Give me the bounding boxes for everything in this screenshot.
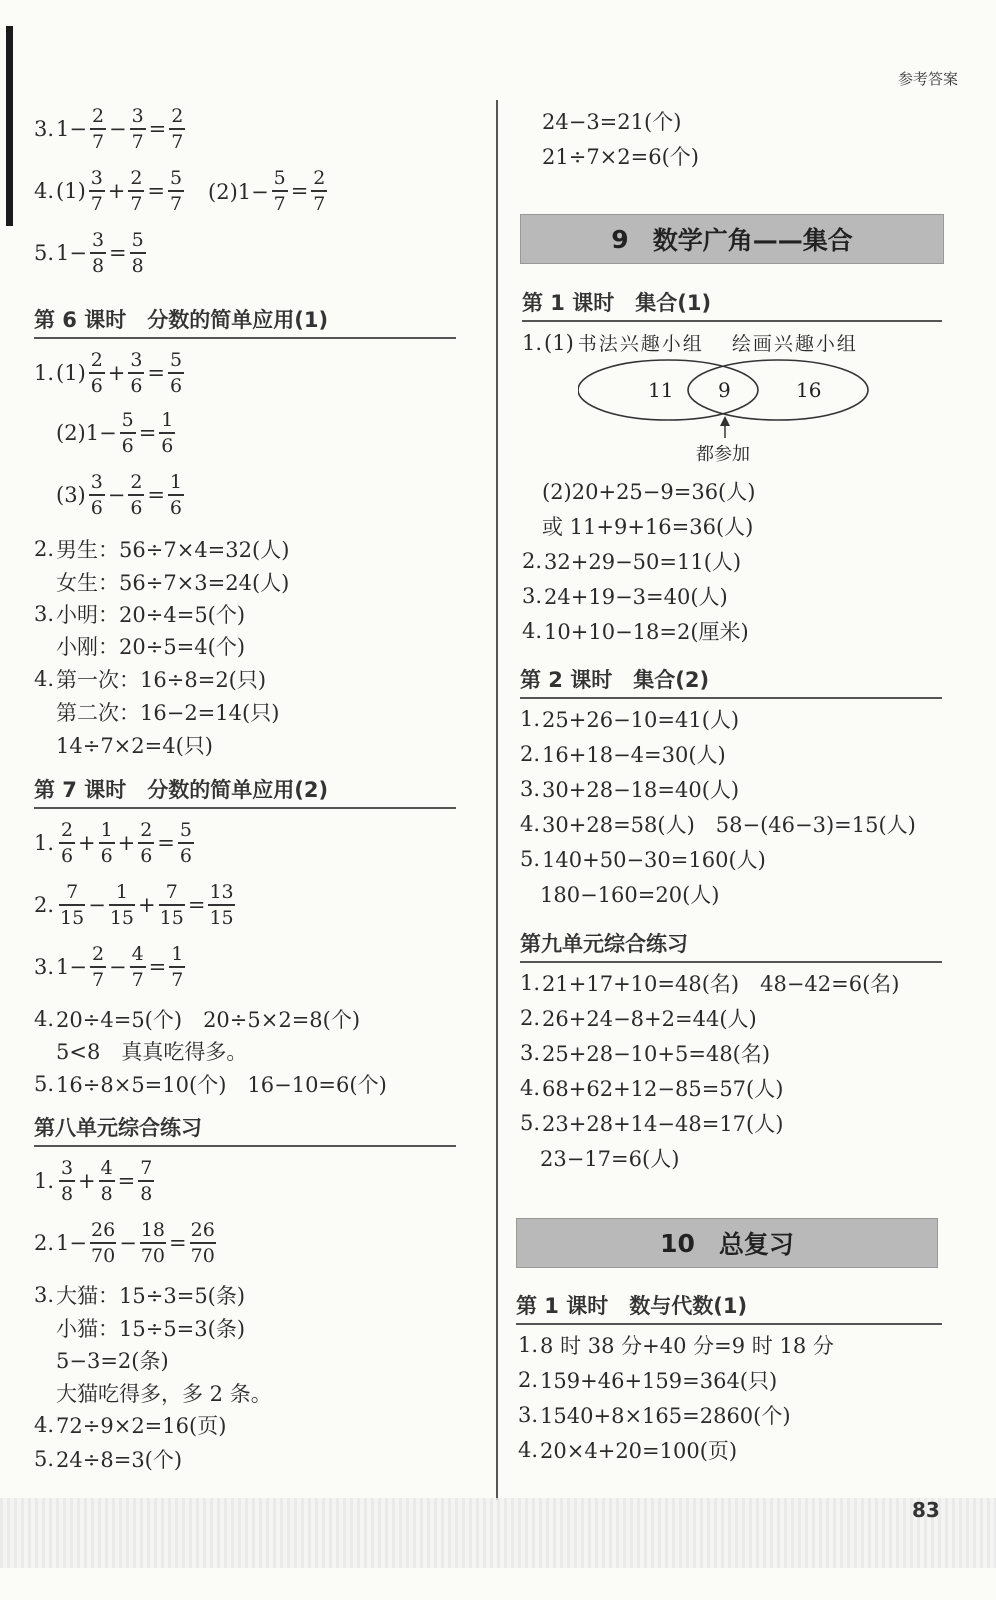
answer-line: [34, 166, 330, 216]
venn-right-ellipse: [688, 360, 868, 420]
answer-text: 20×4+20=100(页): [540, 1439, 738, 1463]
answer-text: 8 时 38 分+40 分=9 时 18 分: [540, 1334, 834, 1358]
venn-left-count: 11: [648, 378, 674, 402]
answer-text: =: [290, 178, 309, 203]
fraction-denominator: 6: [90, 374, 103, 397]
section-heading: 第 1 课时 集合(1): [522, 287, 942, 322]
fraction: [128, 348, 144, 398]
answer-text: 25+28−10+5=48(名): [542, 1042, 771, 1066]
answer-text: 10+10−18=2(厘米): [544, 620, 749, 644]
answer-line: [520, 844, 766, 874]
fraction: [159, 880, 185, 930]
question-number: 3.: [34, 602, 55, 626]
fraction-denominator: 6: [140, 844, 153, 867]
answer-line: [34, 1156, 157, 1206]
answer-text: 21÷7×2=6(个): [542, 145, 699, 169]
question-number: 2.: [34, 1230, 55, 1255]
answer-text: 小刚：20÷5=4(个): [56, 635, 246, 659]
answer-line: [56, 567, 289, 597]
answer-text: 或 11+9+16=36(人): [542, 515, 754, 539]
answer-line: [34, 534, 289, 564]
answer-text: 68+62+12−85=57(人): [542, 1077, 784, 1101]
answer-line: [520, 1003, 757, 1033]
fraction-denominator: 7: [131, 130, 144, 153]
fraction-numerator: 3: [90, 167, 103, 189]
question-number: 3.: [518, 1403, 539, 1427]
answer-text: 大猫：15÷3=5(条): [56, 1284, 246, 1308]
fraction-numerator: 3: [130, 349, 143, 371]
answer-text: 16÷8×5=10(个) 16−10=6(个): [56, 1073, 387, 1097]
answer-text: =: [157, 830, 175, 855]
fraction-numerator: 3: [90, 471, 103, 493]
fraction: [130, 104, 146, 154]
answer-line: [522, 546, 741, 576]
answer-text: 159+46+159=364(只): [540, 1369, 778, 1393]
fraction: [178, 818, 194, 868]
answer-line: [34, 1280, 245, 1310]
fraction: [130, 228, 146, 278]
answer-line: [56, 1345, 169, 1375]
question-number: 5.: [34, 1072, 55, 1096]
fraction: [311, 166, 327, 216]
answer-text: =: [117, 1168, 136, 1193]
answer-text: =: [138, 420, 157, 445]
arrow-head-icon: [720, 416, 730, 426]
answer-text: 140+50−30=160(人): [542, 848, 766, 872]
answer-text: 24−3=21(个): [542, 110, 682, 134]
answer-text: 小猫：15÷5=3(条): [56, 1317, 246, 1341]
fraction-numerator: 1: [161, 409, 174, 431]
binding-mark: [6, 26, 13, 226]
fraction: [90, 1218, 116, 1268]
venn-right-set-label: 绘画兴趣小组: [731, 333, 858, 355]
question-number: 4.: [520, 1076, 541, 1100]
answer-line: [518, 1365, 777, 1395]
answer-text: 72÷9×2=16(页): [56, 1414, 227, 1438]
answer-line: [518, 1435, 737, 1465]
answer-text: =: [147, 482, 165, 507]
answer-text: 180−160=20(人): [540, 883, 720, 907]
fraction-denominator: 7: [130, 192, 143, 215]
answer-text: (2)20+25−9=36(人): [542, 480, 756, 504]
question-number: 4.: [522, 619, 543, 643]
answer-line: [520, 1073, 783, 1103]
fraction-denominator: 15: [209, 906, 234, 929]
question-number: 2.: [34, 892, 55, 917]
fraction-denominator: 7: [171, 130, 184, 153]
answer-text: −: [119, 1230, 137, 1255]
answer-line: [56, 470, 187, 520]
answer-line: [34, 348, 187, 398]
answer-text: (2)1−: [187, 179, 269, 204]
question-number: 3.: [522, 584, 543, 608]
fraction-numerator: 5: [169, 167, 183, 189]
fraction: [138, 818, 154, 868]
answer-text: 第二次：16−2=14(只): [56, 701, 280, 725]
answer-text: 1−: [56, 1230, 88, 1255]
fraction: [138, 1156, 154, 1206]
answer-text: (2)1−: [56, 420, 117, 445]
answer-line: [56, 1313, 245, 1343]
fraction: [169, 104, 185, 154]
venn-arrow-label: 都参加: [696, 444, 750, 465]
answer-text: 男生：56÷7×4=32(人): [56, 538, 290, 562]
unit-number: 9: [611, 224, 629, 254]
question-number: 2.: [518, 1368, 539, 1392]
fraction: [59, 880, 85, 930]
unit-title: 总复习: [718, 1230, 794, 1259]
answer-text: 5−3=2(条): [56, 1349, 169, 1373]
venn-right-count: 16: [796, 378, 822, 402]
question-number: 1.: [522, 330, 543, 355]
fraction-denominator: 8: [100, 1182, 113, 1205]
question-number: 1.: [34, 1168, 55, 1193]
fraction-denominator: 70: [91, 1244, 116, 1267]
question-number: 4.: [34, 178, 55, 203]
question-number: 4.: [34, 1007, 55, 1031]
answer-line: [34, 1004, 360, 1034]
answer-text: =: [187, 892, 206, 917]
fraction: [168, 470, 184, 520]
answer-text: 1−: [56, 240, 88, 265]
fraction: [89, 166, 105, 216]
fraction-denominator: 8: [61, 1182, 74, 1205]
fraction-denominator: 70: [140, 1244, 165, 1267]
answer-text: 21+17+10=48(名) 48−42=6(名): [542, 972, 900, 996]
question-number: 5.: [34, 240, 55, 265]
answer-line: [520, 704, 739, 734]
fraction-denominator: 6: [130, 374, 143, 397]
fraction-denominator: 15: [109, 906, 135, 929]
answer-text: 5<8 真真吃得多。: [56, 1040, 248, 1064]
fraction-denominator: 6: [169, 374, 183, 397]
section-heading: 第 6 课时 分数的简单应用(1): [34, 304, 456, 339]
answer-text: 16+18−4=30(人): [542, 743, 726, 767]
fraction: [208, 880, 234, 930]
answer-line: [56, 408, 178, 458]
question-number: 2.: [520, 742, 541, 766]
answer-text: +: [107, 360, 126, 385]
fraction: [190, 1218, 216, 1268]
answer-line: [34, 1069, 387, 1099]
question-number: 4.: [518, 1438, 539, 1462]
running-head: 参考答案: [897, 70, 958, 88]
answer-line: [522, 616, 749, 646]
answer-line: [542, 106, 681, 136]
answer-line: [542, 476, 755, 506]
fraction-denominator: 6: [90, 496, 103, 519]
answer-text: +: [138, 892, 156, 917]
answer-text: +: [78, 1168, 96, 1193]
answer-text: 女生：56÷7×3=24(人): [56, 571, 290, 595]
fraction: [59, 818, 75, 868]
question-number: 5.: [520, 1111, 541, 1135]
fraction-numerator: 7: [66, 881, 79, 903]
answer-line: [518, 1400, 791, 1430]
unit-number: 10: [660, 1228, 695, 1258]
question-number: 3.: [34, 954, 55, 979]
fraction-numerator: 3: [91, 229, 105, 251]
fraction: [120, 408, 136, 458]
answer-line: [34, 228, 149, 278]
answer-line: [34, 104, 188, 154]
fraction: [128, 470, 144, 520]
fraction: [159, 408, 175, 458]
unit-title: 数学广角——集合: [652, 226, 853, 255]
fraction-denominator: 6: [179, 844, 192, 867]
fraction-numerator: 2: [91, 943, 105, 965]
fraction-denominator: 6: [161, 434, 174, 457]
answer-line: [56, 697, 279, 727]
fraction-numerator: 3: [131, 105, 144, 127]
answer-text: −: [109, 954, 127, 979]
fraction: [128, 166, 144, 216]
fraction-denominator: 70: [190, 1244, 215, 1267]
answer-text: =: [109, 240, 127, 265]
fraction-denominator: 15: [159, 906, 184, 929]
fraction-denominator: 8: [91, 254, 105, 277]
question-number: 1.: [520, 707, 541, 731]
fraction-denominator: 15: [60, 906, 85, 929]
fraction: [99, 818, 115, 868]
answer-text: 1540+8×165=2860(个): [540, 1404, 791, 1428]
fraction: [169, 942, 185, 992]
fraction: [99, 1156, 115, 1206]
question-number: 1.: [520, 971, 541, 995]
fraction-numerator: 18: [140, 1219, 165, 1241]
section-heading: 第 7 课时 分数的简单应用(2): [34, 774, 456, 809]
answer-text: 25+26−10=41(人): [542, 708, 740, 732]
fraction-numerator: 5: [179, 819, 192, 841]
fraction-denominator: 7: [169, 192, 183, 215]
fraction: [109, 880, 135, 930]
fraction-numerator: 5: [121, 409, 134, 431]
fraction-numerator: 2: [130, 471, 143, 493]
answer-line: [522, 581, 728, 611]
fraction: [90, 942, 106, 992]
fraction-denominator: 7: [131, 968, 144, 991]
answer-line: [56, 730, 213, 760]
fraction-numerator: 4: [131, 943, 144, 965]
fraction: [168, 166, 184, 216]
answer-text: =: [147, 360, 166, 385]
section-heading: 第 2 课时 集合(2): [520, 664, 942, 699]
answer-line: [520, 774, 739, 804]
question-number: 2.: [34, 537, 55, 561]
fraction-denominator: 7: [171, 968, 184, 991]
question-number: 5.: [520, 847, 541, 871]
fraction-numerator: 2: [313, 167, 326, 189]
fraction-denominator: 8: [131, 254, 144, 277]
fraction-numerator: 5: [131, 229, 144, 251]
fraction-numerator: 2: [61, 819, 74, 841]
fraction-denominator: 7: [91, 130, 105, 153]
question-number: 4.: [34, 667, 55, 691]
answer-line: [522, 329, 858, 356]
answer-text: 14÷7×2=4(只): [56, 734, 213, 758]
section-heading: 第九单元综合练习: [520, 928, 942, 963]
question-number: 3.: [520, 1041, 541, 1065]
footer-strip: [0, 1498, 996, 1568]
fraction-denominator: 8: [140, 1182, 153, 1205]
fraction: [140, 1218, 166, 1268]
fraction: [90, 104, 106, 154]
fraction: [130, 942, 146, 992]
fraction-denominator: 7: [90, 192, 103, 215]
answer-text: 32+29−50=11(人): [544, 550, 742, 574]
question-number: 1.: [34, 830, 55, 855]
unit-banner: [516, 1218, 938, 1268]
answer-text: (1): [56, 360, 86, 385]
answer-text: =: [148, 954, 167, 979]
fraction-numerator: 5: [273, 167, 286, 189]
unit-banner: [520, 214, 944, 264]
answer-text: +: [117, 830, 136, 855]
fraction: [168, 348, 184, 398]
fraction-denominator: 6: [61, 844, 74, 867]
answer-text: =: [148, 116, 167, 141]
fraction: [89, 470, 105, 520]
answer-line: [34, 599, 245, 629]
venn-left-set-label: 书法兴趣小组: [577, 333, 704, 355]
fraction-numerator: 2: [91, 105, 105, 127]
fraction-denominator: 7: [91, 968, 105, 991]
question-number: 4.: [34, 1413, 55, 1437]
fraction-denominator: 6: [121, 434, 134, 457]
answer-text: 1−: [56, 954, 88, 979]
fraction-denominator: 6: [169, 496, 183, 519]
question-number: 2.: [520, 1006, 541, 1030]
fraction-numerator: 1: [169, 471, 183, 493]
answer-line: [34, 1218, 219, 1268]
venn-diagram: [578, 356, 878, 471]
fraction-numerator: 2: [140, 819, 153, 841]
answer-line: [540, 879, 719, 909]
question-number: 2.: [522, 549, 543, 573]
answer-text: 30+28=58(人) 58−(46−3)=15(人): [542, 813, 916, 837]
venn-middle-count: 9: [718, 378, 731, 402]
fraction-numerator: 2: [171, 105, 184, 127]
fraction-numerator: 2: [90, 349, 103, 371]
question-number: 1.: [518, 1333, 539, 1357]
answer-text: 23+28+14−48=17(人): [542, 1112, 784, 1136]
question-number: 1.: [34, 360, 55, 385]
page-number: 83: [912, 1498, 940, 1522]
fraction: [59, 1156, 75, 1206]
answer-line: [56, 1378, 272, 1408]
answer-line: [520, 1038, 770, 1068]
fraction-numerator: 7: [140, 1157, 153, 1179]
column-divider: [496, 100, 498, 1500]
question-number: 3.: [520, 777, 541, 801]
answer-line: [34, 942, 188, 992]
answer-line: [34, 1410, 226, 1440]
answer-line: [520, 968, 900, 998]
answer-line: [540, 1143, 679, 1173]
answer-text: 30+28−18=40(人): [542, 778, 740, 802]
fraction: [272, 166, 288, 216]
fraction-numerator: 26: [91, 1219, 116, 1241]
answer-text: (3): [56, 482, 86, 507]
answer-text: 20÷4=5(个) 20÷5×2=8(个): [56, 1008, 361, 1032]
answer-line: [518, 1330, 834, 1360]
answer-text: 1−: [56, 116, 88, 141]
section-heading: 第 1 课时 数与代数(1): [516, 1290, 942, 1325]
fraction: [89, 348, 105, 398]
question-number: 3.: [34, 1283, 55, 1307]
answer-line: [520, 1108, 783, 1138]
answer-line: [542, 511, 753, 541]
answer-line: [56, 631, 245, 661]
answer-text: +: [107, 178, 126, 203]
answer-text: +: [78, 830, 96, 855]
answer-text: 第一次：16÷8=2(只): [56, 668, 267, 692]
answer-line: [34, 818, 197, 868]
fraction-numerator: 26: [190, 1219, 215, 1241]
answer-line: [34, 1444, 182, 1474]
answer-text: −: [88, 892, 106, 917]
fraction-numerator: 4: [100, 1157, 113, 1179]
fraction-denominator: 6: [100, 844, 113, 867]
fraction-numerator: 1: [100, 819, 113, 841]
question-number: 4.: [520, 812, 541, 836]
question-prefix: (1): [544, 330, 574, 355]
answer-line: [520, 739, 726, 769]
answer-text: =: [147, 178, 166, 203]
answer-text: 24+19−3=40(人): [544, 585, 728, 609]
answer-text: −: [107, 482, 126, 507]
fraction-numerator: 2: [130, 167, 143, 189]
fraction-denominator: 6: [130, 496, 143, 519]
answer-line: [34, 880, 238, 930]
fraction-numerator: 13: [209, 881, 234, 903]
answer-line: [56, 1036, 247, 1066]
fraction-numerator: 1: [171, 943, 184, 965]
answer-text: 26+24−8+2=44(人): [542, 1007, 757, 1031]
question-number: 3.: [34, 116, 55, 141]
fraction-denominator: 7: [313, 192, 326, 215]
answer-text: =: [169, 1230, 187, 1255]
fraction-numerator: 3: [61, 1157, 74, 1179]
fraction-numerator: 5: [169, 349, 183, 371]
answer-text: −: [109, 116, 127, 141]
answer-line: [34, 664, 266, 694]
answer-line: [542, 141, 699, 171]
answer-text: 大猫吃得多，多 2 条。: [56, 1382, 272, 1406]
fraction-denominator: 7: [273, 192, 286, 215]
answer-text: 23−17=6(人): [540, 1147, 680, 1171]
answer-text: 24÷8=3(个): [56, 1448, 183, 1472]
fraction: [90, 228, 106, 278]
fraction-numerator: 1: [115, 881, 128, 903]
answer-text: (1): [56, 178, 86, 203]
answer-line: [520, 809, 916, 839]
section-heading: 第八单元综合练习: [34, 1112, 456, 1147]
question-number: 5.: [34, 1447, 55, 1471]
fraction-numerator: 7: [165, 881, 178, 903]
answer-text: 小明：20÷4=5(个): [56, 603, 246, 627]
